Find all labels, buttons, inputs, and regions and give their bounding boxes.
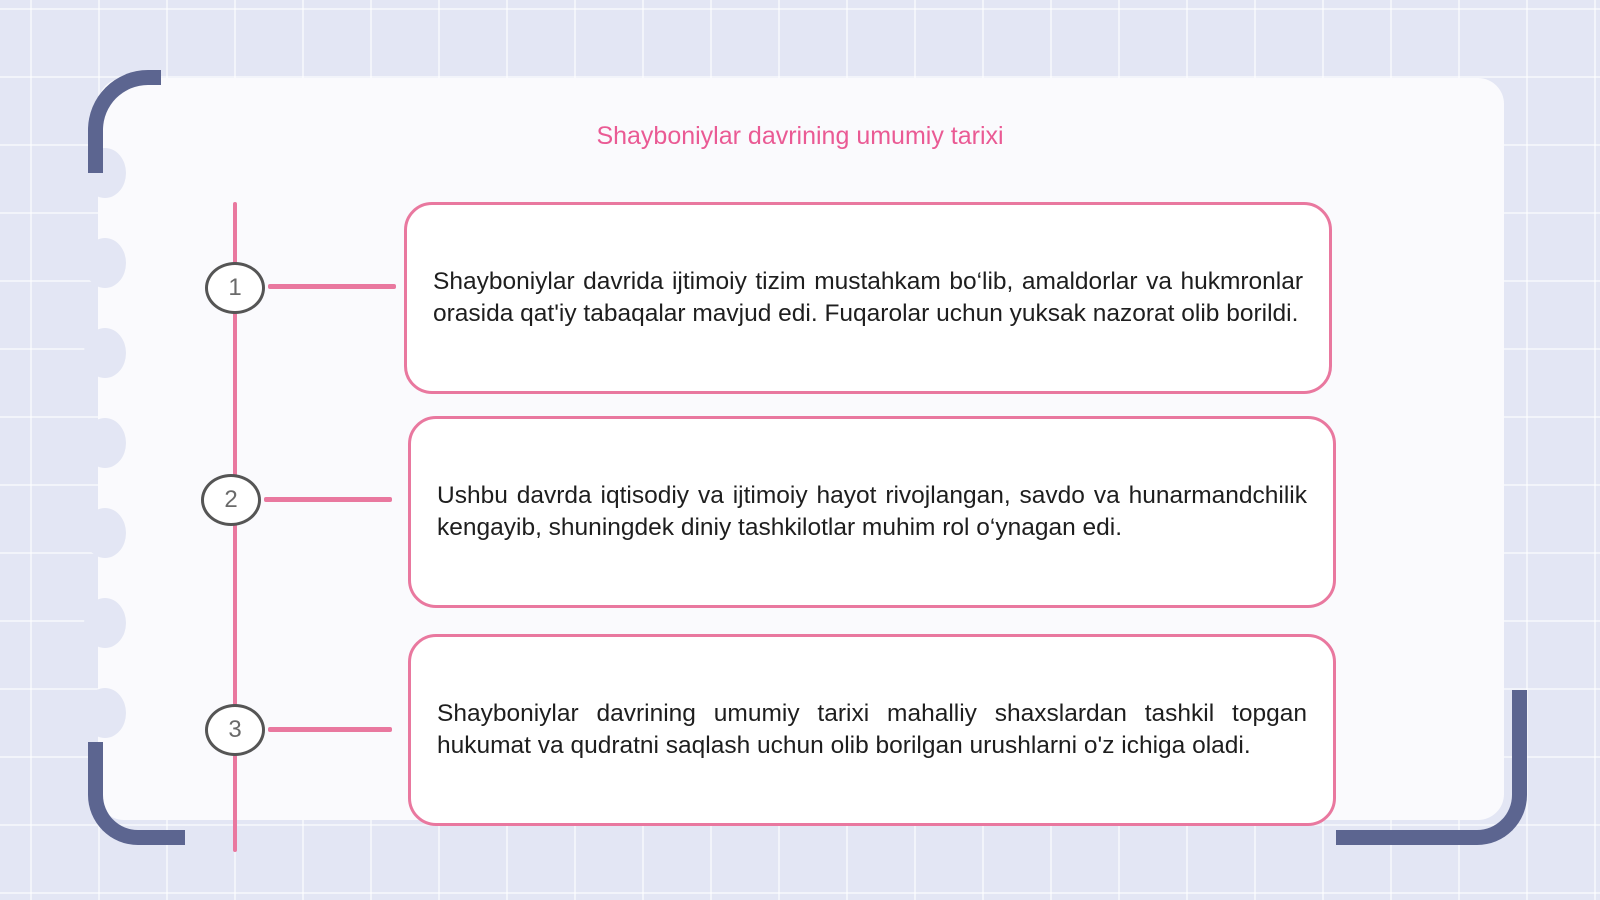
scallop-edge bbox=[84, 688, 126, 738]
step-connector-1 bbox=[268, 284, 396, 289]
step-number-2: 2 bbox=[201, 474, 261, 526]
step-text-3: Shayboniylar davrining umumiy tarixi mahalliy shaxslardan tashkil topgan hukumat va qudratni saqlash uchun olib borilgan urushlarni o'z ichiga oladi. bbox=[437, 700, 1307, 759]
step-text-2: Ushbu davrda iqtisodiy va ijtimoiy hayot rivojlangan, savdo va hunarmandchilik kengayib, shuningdek diniy tashkilotlar muhim rol o‘ynagan edi. bbox=[437, 482, 1307, 541]
corner-bracket-bottom-right bbox=[1336, 690, 1527, 845]
scallop-edge bbox=[84, 238, 126, 288]
step-text-1: Shayboniylar davrida ijtimoiy tizim mustahkam bo‘lib, amaldorlar va hukmronlar orasida qat'iy tabaqalar mavjud edi. Fuqarolar uchun yuksak nazorat olib borildi. bbox=[433, 268, 1303, 327]
scallop-edge bbox=[84, 598, 126, 648]
step-box-2 bbox=[408, 416, 1336, 608]
step-connector-3 bbox=[268, 727, 392, 732]
corner-bracket-top-left bbox=[88, 70, 161, 173]
step-connector-2 bbox=[264, 497, 392, 502]
corner-bracket-bottom-left bbox=[88, 742, 185, 845]
scallop-edge bbox=[84, 418, 126, 468]
page-title: Shayboniylar davrining umumiy tarixi bbox=[596, 122, 1004, 150]
step-number-3: 3 bbox=[205, 704, 265, 756]
step-box-3 bbox=[408, 634, 1336, 826]
step-box-1 bbox=[404, 202, 1332, 394]
scallop-edge bbox=[84, 508, 126, 558]
scallop-edge bbox=[84, 328, 126, 378]
step-number-1: 1 bbox=[205, 262, 265, 314]
